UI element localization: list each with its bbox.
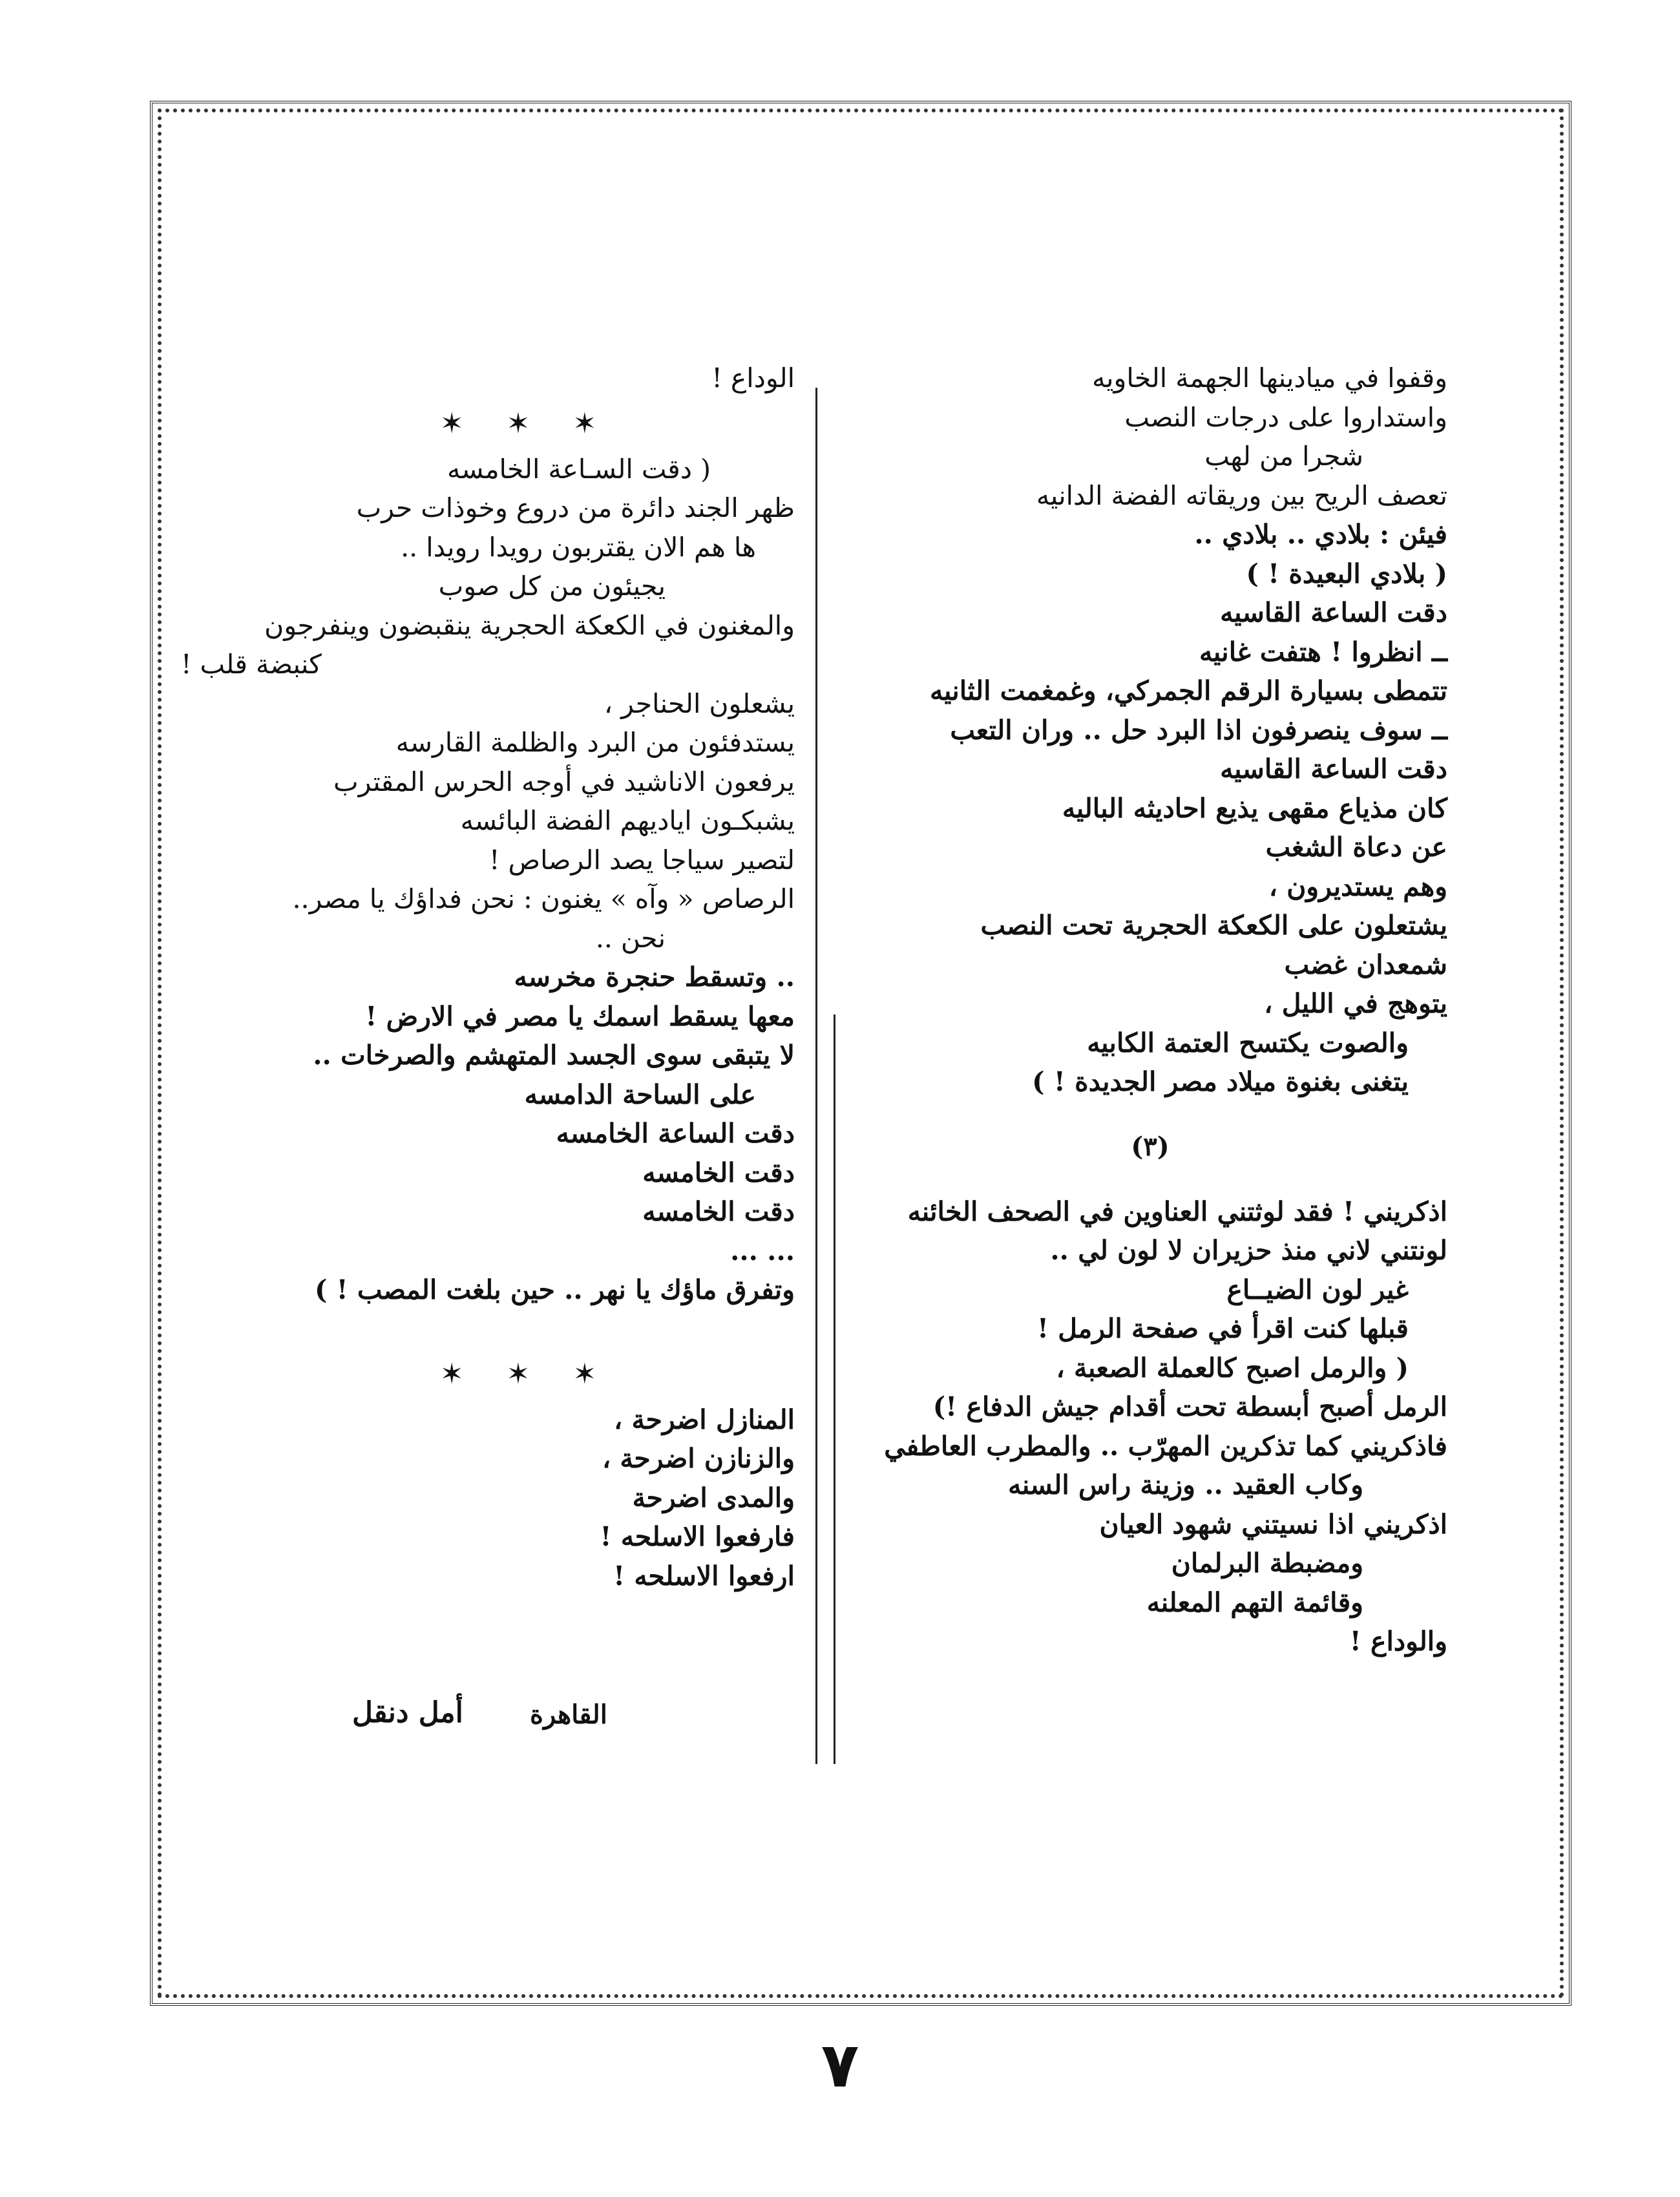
poem-line: ( دقت السـاعة الخامسه [447, 453, 711, 485]
spacer [181, 1310, 795, 1349]
poem-line: غير لون الضيــاع [1226, 1274, 1409, 1305]
poem-line: شجرا من لهب [1204, 441, 1363, 472]
poem-line: دقت الخامسه [642, 1157, 795, 1188]
poem-line: يستدفئون من البرد والظلمة القارسه [395, 727, 795, 758]
poem-line: ( والرمل اصبح كالعملة الصعبة ، [1056, 1352, 1409, 1383]
poem-line: لونتني لاني منذ حزيران لا لون لي .. [1050, 1235, 1447, 1266]
poem-line: كنبضة قلب ! [181, 649, 322, 680]
stars-separator: ✶ ✶ ✶ [439, 1357, 614, 1391]
poem-line: عن دعاة الشغب [1265, 832, 1447, 863]
poem-line: ... ... [730, 1235, 795, 1267]
poem-line: فاذكريني كما تذكرين المهرّب .. والمطرب العاطفي [884, 1430, 1447, 1462]
poem-line: فيئن : بلادي .. بلادي .. [1194, 519, 1447, 550]
poem-line: واستداروا على درجات النصب [1124, 401, 1447, 433]
poem-line: يتغنى بغنوة ميلاد مصر الجديدة ! ) [1032, 1066, 1409, 1097]
poem-line: المنازل اضرحة ، [614, 1403, 795, 1435]
poem-line: وقفوا في ميادينها الجهمة الخاويه [1092, 363, 1447, 394]
poem-line: اذكريني ! فقد لوثتني العناوين في الصحف الخائنه [907, 1195, 1447, 1227]
poem-line: اذكريني اذا نسيتني شهود العيان [1099, 1508, 1447, 1540]
poem-line: الرمل أصبح أبسطة تحت أقدام جيش الدفاع !) [932, 1391, 1447, 1422]
poem-line: والمغنون في الكعكة الحجرية ينقبضون وينفرجون [264, 609, 795, 641]
poem-line: يتوهج في الليل ، [1264, 988, 1447, 1019]
poem-line: لا يتبقى سوى الجسد المتهشم والصرخات .. [313, 1040, 795, 1071]
poem-line: لتصير سياجا يصد الرصاص ! [489, 844, 795, 876]
poem-line: على الساحة الدامسه [524, 1078, 756, 1110]
poem-line: وقائمة التهم المعلنه [1146, 1586, 1363, 1618]
poem-line: ها هم الان يقتربون رويدا رويدا .. [401, 531, 756, 563]
poem-line: والمدى اضرحة [632, 1482, 795, 1513]
poem-line: ومضبطة البرلمان [1171, 1548, 1363, 1579]
poem-line: والوداع ! [1349, 1626, 1447, 1657]
author-name: أمل دنقل [352, 1696, 463, 1729]
poem-line: معها يسقط اسمك يا مصر في الارض ! [365, 1000, 795, 1032]
poem-line: يرفعون الاناشيد في أوجه الحرس المقترب [333, 766, 795, 797]
poem-line: دقت الخامسه [642, 1196, 795, 1227]
poem-line: .. وتسقط حنجرة مخرسه [514, 962, 795, 993]
poem-line: ــ انظروا ! هتفت غانيه [1199, 636, 1447, 668]
poem-line: دقت الساعة القاسيه [1220, 753, 1447, 784]
stars-separator: ✶ ✶ ✶ [439, 406, 614, 440]
poem-line: والزنازن اضرحة ، [602, 1443, 795, 1474]
poem-line: قبلها كنت اقرأ في صفحة الرمل ! [1036, 1313, 1409, 1344]
poem-line: ارفعوا الاسلحه ! [613, 1560, 795, 1592]
place-label: القاهرة [530, 1699, 607, 1730]
right-poem-column [853, 359, 1447, 1661]
poem-line: يجيئون من كل صوب [438, 571, 666, 602]
poem-line: تعصف الريح بين وريقاته الفضة الدانيه [1036, 479, 1447, 511]
poem-line: دقت الساعة القاسيه [1220, 597, 1447, 628]
poem-line: وكاب العقيد .. وزينة راس السنه [1007, 1469, 1363, 1500]
poem-line: والصوت يكتسح العتمة الكابيه [1087, 1027, 1409, 1058]
section-number: (٣) [1131, 1131, 1170, 1162]
poem-line: الوداع ! [711, 363, 795, 394]
poem-line: وهم يستديرون ، [1268, 870, 1447, 902]
poem-line: شمعدان غضب [1284, 949, 1447, 980]
poem-line: نحن .. [595, 922, 666, 954]
poem-line: يشتعلون على الكعكة الحجرية تحت النصب [980, 910, 1447, 941]
poem-line: كان مذياع مقهى يذيع احاديثه الباليه [1062, 792, 1447, 824]
poem-line: فارفعوا الاسلحه ! [600, 1521, 795, 1552]
poem-line: تتمطى بسيارة الرقم الجمركي، وغمغمت الثانيه [930, 675, 1447, 706]
poem-line: الرصاص « وآه » يغنون : نحن فداؤك يا مصر.. [292, 883, 795, 914]
column-divider-inner [834, 1014, 835, 1764]
poem-line: دقت الساعة الخامسه [556, 1118, 795, 1149]
poem-line: ( بلادي البعيدة ! ) [1246, 558, 1447, 589]
poem-line: وتفرق ماؤك يا نهر .. حين بلغت المصب ! ) [314, 1274, 795, 1305]
poem-line: ــ سوف ينصرفون اذا البرد حل .. وران التعب [950, 714, 1447, 746]
poem-line: يشعلون الحناجر ، [604, 688, 795, 719]
page-number: ٧ [821, 2029, 859, 2101]
poem-line: يشبكـون اياديهم الفضة البائسه [460, 805, 795, 836]
column-divider-outer [815, 388, 817, 1764]
left-poem-column [181, 359, 795, 1595]
poem-line: ظهر الجند دائرة من دروع وخوذات حرب [356, 492, 795, 523]
